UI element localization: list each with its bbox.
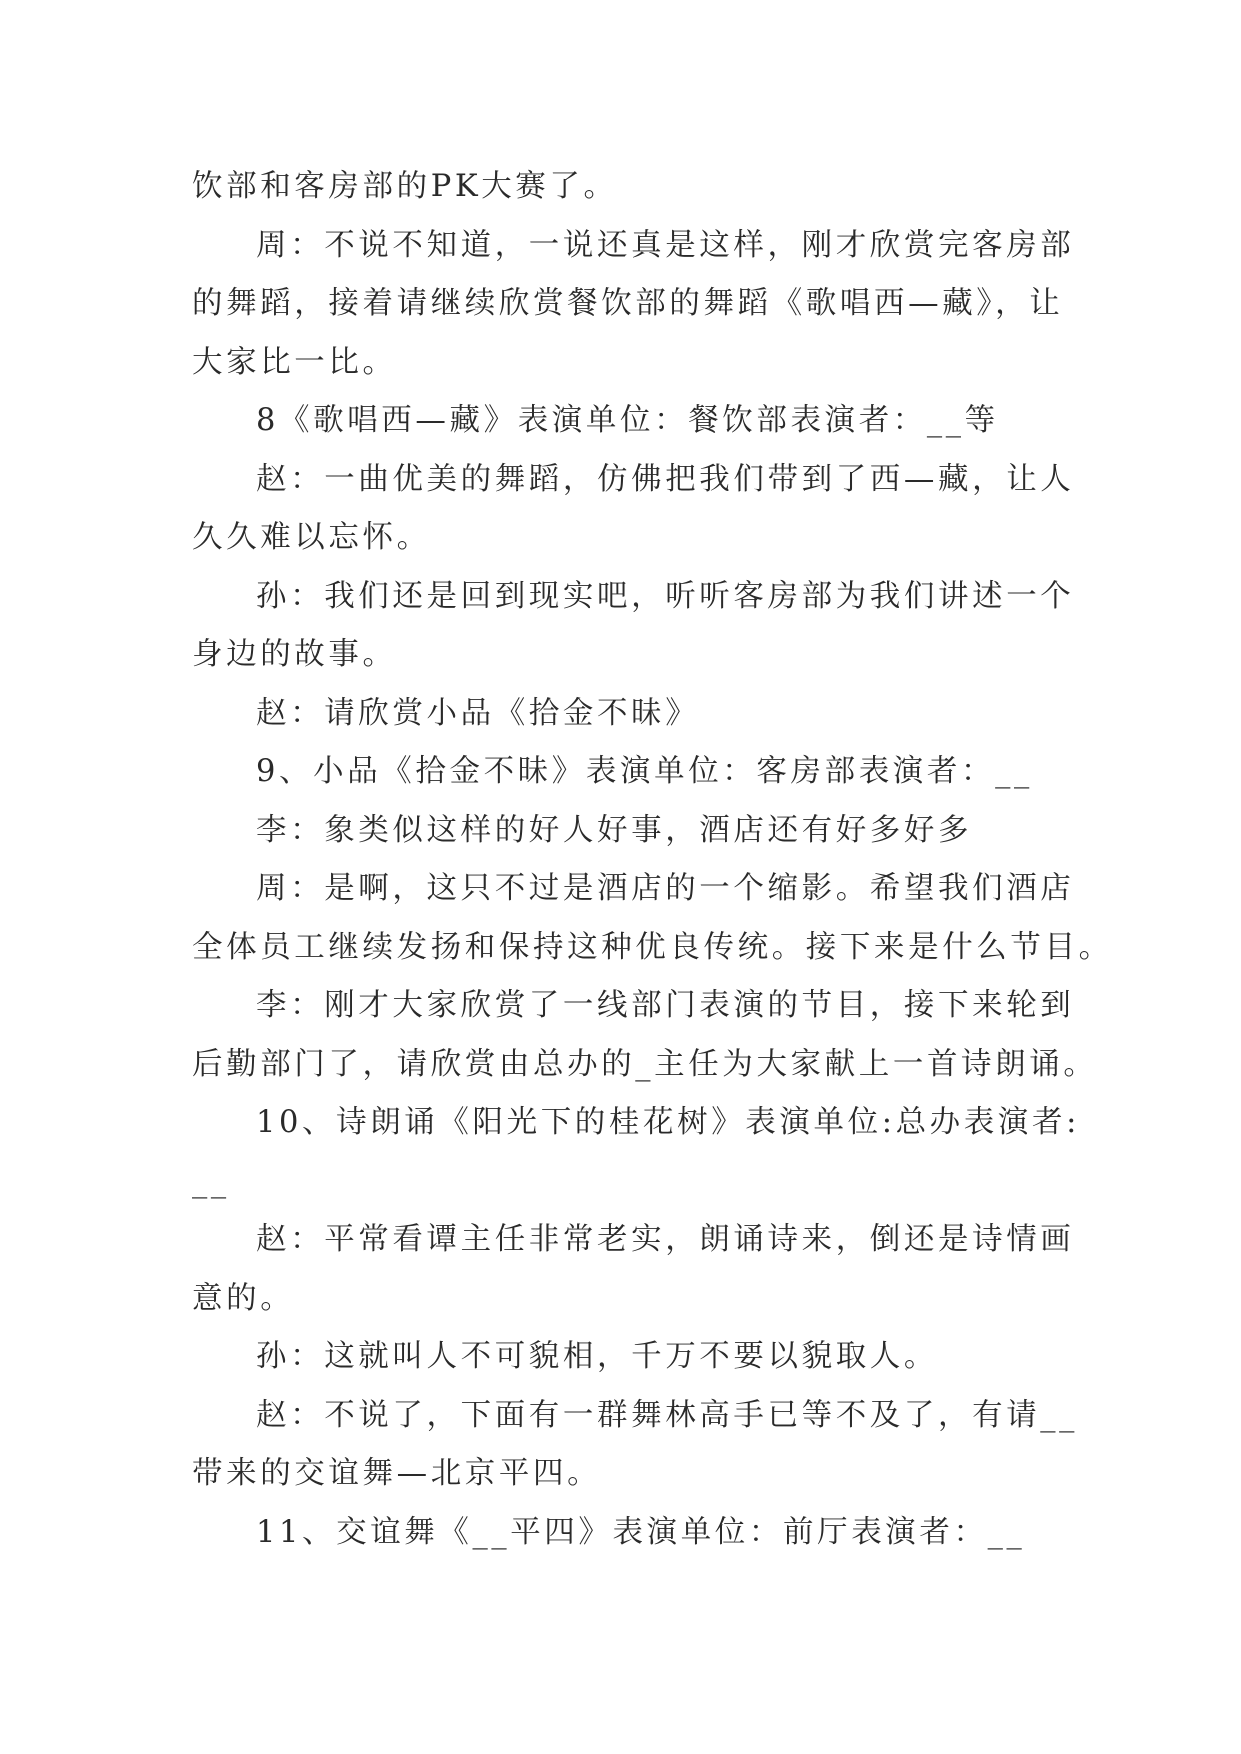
text-line: 赵：不说了，下面有一群舞林高手已等不及了，有请__ (256, 1397, 1078, 1433)
text-line: 孙：我们还是回到现实吧，听听客房部为我们讲述一个 (256, 578, 1075, 614)
text-line: 意的。 (192, 1280, 295, 1316)
text-line: 身边的故事。 (192, 637, 397, 672)
text-line: 周：是啊，这只不过是酒店的一个缩影。希望我们酒店 (256, 871, 1075, 906)
text-line: 后勤部门了，请欣赏由总办的_主任为大家献上一首诗朗诵。 (192, 1046, 1098, 1082)
text-line: 赵：请欣赏小品《拾金不昧》 (256, 695, 700, 731)
text-line: 全体员工继续发扬和保持这种优良传统。接下来是什么节目。 (192, 929, 1113, 965)
text-line: 9、小品《拾金不昧》表演单位：客房部表演者：__ (256, 754, 1033, 789)
text-line: 大家比一比。 (192, 344, 397, 380)
text-line: 10、诗朗诵《阳光下的桂花树》表演单位:总办表演者: (256, 1105, 1080, 1140)
text-line: 李：象类似这样的好人好事，酒店还有好多好多 (256, 812, 973, 848)
text-line: 久久难以忘怀。 (192, 520, 431, 555)
text-line: 周：不说不知道，一说还真是这样，刚才欣赏完客房部 (256, 227, 1075, 263)
text-line: 赵：平常看谭主任非常老实，朗诵诗来，倒还是诗情画 (256, 1222, 1075, 1257)
text-line: 孙：这就叫人不可貌相，千万不要以貌取人。 (256, 1339, 938, 1374)
text-line: __ (192, 1163, 230, 1199)
document-body (192, 158, 1113, 1562)
text-line: 饮部和客房部的PK大赛了。 (192, 169, 618, 204)
text-line: 带来的交谊舞—北京平四。 (192, 1456, 602, 1491)
text-line: 11、交谊舞《__平四》表演单位：前厅表演者：__ (256, 1514, 1026, 1550)
text-line: 李：刚才大家欣赏了一线部门表演的节目，接下来轮到 (256, 988, 1075, 1023)
text-line: 赵：一曲优美的舞蹈，仿佛把我们带到了西—藏，让人 (256, 461, 1075, 497)
text-line: 8《歌唱西—藏》表演单位：餐饮部表演者：__等 (256, 403, 999, 438)
text-line: 的舞蹈，接着请继续欣赏餐饮部的舞蹈《歌唱西—藏》，让 (192, 286, 1064, 321)
